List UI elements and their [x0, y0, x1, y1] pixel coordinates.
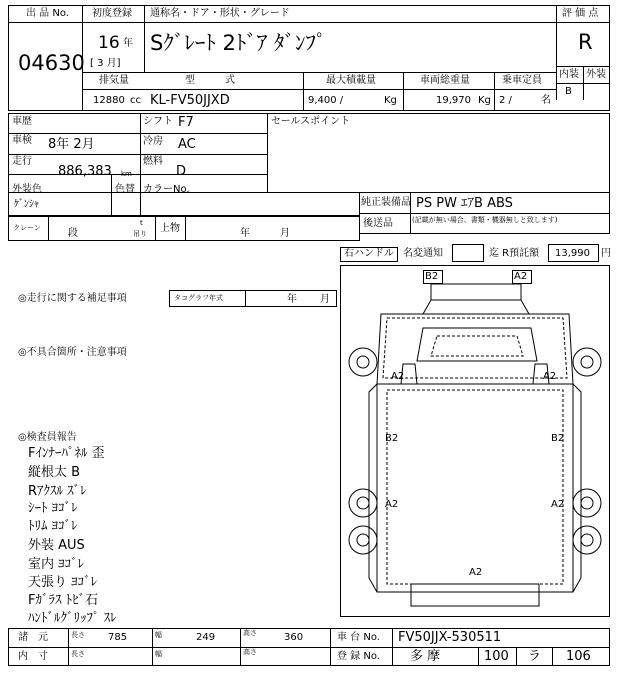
inspector-line: 縦根太 B	[28, 465, 81, 480]
deposit-unit: 円	[601, 248, 611, 259]
inspector-line: 天張り ﾖｺﾞﾚ	[28, 575, 98, 590]
gross-weight-label: 車両総重量	[420, 75, 470, 86]
outer-height-value: 360	[284, 632, 304, 643]
registration-label: 登 録 No.	[337, 651, 380, 662]
aftermarket-note: (記載が無い場合、書類・機器無しと致します)	[412, 216, 558, 224]
shift-value: F7	[178, 115, 194, 130]
crane-row	[8, 216, 360, 241]
max-load-unit: Kg	[384, 95, 397, 106]
height-label: 高さ	[243, 648, 257, 656]
max-load-value: 9,400 /	[308, 95, 344, 106]
inspector-line: Rｱｸｽﾙ ｽﾞﾚ	[28, 484, 87, 499]
exterior-label: 外装	[586, 69, 606, 80]
registration-year: 16	[98, 33, 120, 53]
inner-dimensions-label: 内 寸	[18, 651, 48, 662]
displacement-value: 12880	[93, 95, 125, 106]
truck-outline	[341, 266, 609, 616]
width-label: 幅	[155, 650, 162, 658]
rhd-label: 右ハンドル	[344, 248, 394, 259]
chassis-number: FV50JJX-530511	[398, 630, 502, 645]
inspector-line: 外装 AUS	[28, 538, 85, 553]
outer-dimensions-label: 諸 元	[18, 632, 48, 643]
upper-equipment-label: 上物	[160, 223, 180, 234]
history-label: 車歴	[12, 116, 32, 127]
inspector-line: 室内 ﾖｺﾞﾚ	[28, 557, 85, 572]
capacity-unit: 名	[541, 95, 551, 106]
outer-width-value: 249	[196, 632, 216, 643]
standard-equipment-label: 純正装備品	[361, 197, 411, 208]
interior-grade: B	[565, 86, 572, 97]
max-load-label: 最大積載量	[326, 75, 376, 86]
registration-month: [ 3 月]	[90, 58, 121, 69]
ac-label: 冷房	[143, 136, 163, 147]
outer-length-value: 785	[108, 632, 128, 643]
damage-mark-label: A2	[551, 499, 565, 510]
lot-number: 04630	[18, 51, 85, 75]
color-row	[8, 192, 360, 216]
tachograph-year: 年	[287, 294, 297, 305]
damage-mark-label: A2	[514, 271, 528, 282]
lot-label: 出 品 No.	[26, 8, 69, 19]
damage-mark-label: B2	[425, 271, 439, 282]
damage-mark-label: A2	[391, 371, 405, 382]
height-label: 高さ	[243, 629, 257, 637]
length-label: 長さ	[71, 631, 85, 639]
plate-number: 106	[566, 649, 591, 664]
tachograph-month: 月	[320, 294, 330, 305]
damage-diagram	[340, 265, 610, 617]
score-label: 評 価 点	[562, 8, 599, 19]
plate-region: 多 摩	[410, 649, 441, 664]
inspector-line: Fｶﾞﾗｽ ﾄﾋﾞ石	[28, 593, 99, 608]
plate-kana: ラ	[528, 649, 542, 664]
standard-equipment-value: PS PW ｴｱB ABS	[416, 196, 513, 211]
damage-mark-label: A2	[385, 499, 399, 510]
year-unit: 年	[123, 38, 133, 49]
chassis-label: 車 台 No.	[337, 632, 380, 643]
capacity-value: 2 /	[499, 95, 512, 106]
crane-label: クレーン	[13, 224, 41, 232]
inspector-title: ◎検査員報告	[18, 432, 77, 443]
crane-ton-label: t	[140, 219, 143, 227]
damage-mark-label: A2	[543, 371, 557, 382]
tachograph-label: タコグラフ年式	[174, 294, 223, 302]
capacity-label: 乗車定員	[502, 75, 542, 86]
displacement-label: 排気量	[99, 75, 129, 86]
color-change-label: 色替	[115, 184, 135, 195]
inspector-line: ﾊﾝﾄﾞﾙｸﾞﾘｯﾌﾟ ｽﾚ	[28, 611, 117, 626]
gross-weight-unit: Kg	[478, 95, 491, 106]
recycle-deposit-label: 迄 R預託額	[489, 248, 540, 259]
mileage-label: 走行	[12, 156, 32, 167]
ac-value: AC	[178, 137, 196, 152]
crane-stage-label: 段	[68, 228, 78, 239]
supplement-title: ◎走行に関する補足事項	[18, 293, 127, 304]
name-change-box	[452, 244, 484, 262]
upper-year-label: 年	[240, 228, 250, 239]
color-number-label: カラーNo.	[143, 184, 190, 195]
inspection-label: 車検	[12, 135, 32, 146]
auction-score: R	[578, 30, 593, 54]
upper-month-label: 月	[280, 228, 290, 239]
model-code: KL-FV50JJXD	[150, 93, 230, 108]
width-label: 幅	[155, 631, 162, 639]
first-registration-label: 初度登録	[92, 8, 132, 19]
name-change-label: 名変通知	[403, 248, 443, 259]
color-label: 外装色	[12, 184, 42, 195]
recycle-deposit-value: 13,990	[555, 248, 590, 259]
crane-hang-label: 吊り	[133, 230, 147, 238]
vehicle-name-label: 通称名・ドア・形状・グレード	[150, 8, 290, 19]
color-value: ｹﾞﾝｼｬ	[14, 199, 39, 210]
inspector-line: Fｲﾝﾅｰﾊﾟﾈﾙ 歪	[28, 446, 105, 461]
length-label: 長さ	[71, 650, 85, 658]
model-label: 型 式	[185, 75, 235, 86]
mileage-value: 886,383	[58, 164, 112, 179]
fuel-label: 燃料	[143, 156, 163, 167]
mileage-unit: km	[121, 170, 132, 178]
sales-point-label: セールスポイント	[271, 116, 351, 127]
plate-class: 100	[484, 649, 509, 664]
fuel-value: D	[176, 164, 187, 179]
inspector-line: ﾄﾘﾑ ﾖｺﾞﾚ	[28, 519, 78, 534]
vehicle-name: Sｸﾞﾚｰﾄ 2ﾄﾞｱ ﾀﾞﾝﾌﾟ	[150, 31, 327, 55]
damage-mark-label: B2	[385, 433, 399, 444]
gross-weight-value: 19,970	[436, 95, 471, 106]
defects-title: ◎不具合箇所・注意事項	[18, 347, 127, 358]
shift-label: シフト	[143, 116, 173, 127]
interior-label: 内装	[559, 69, 579, 80]
damage-mark-label: B2	[551, 433, 565, 444]
aftermarket-label: 後送品	[363, 218, 393, 229]
inspection-value: 8年 2月	[48, 137, 95, 152]
damage-mark-label: A2	[469, 567, 483, 578]
displacement-unit: cc	[130, 95, 141, 106]
inspector-line: ｼｰﾄ ﾖｺﾞﾚ	[28, 501, 78, 516]
